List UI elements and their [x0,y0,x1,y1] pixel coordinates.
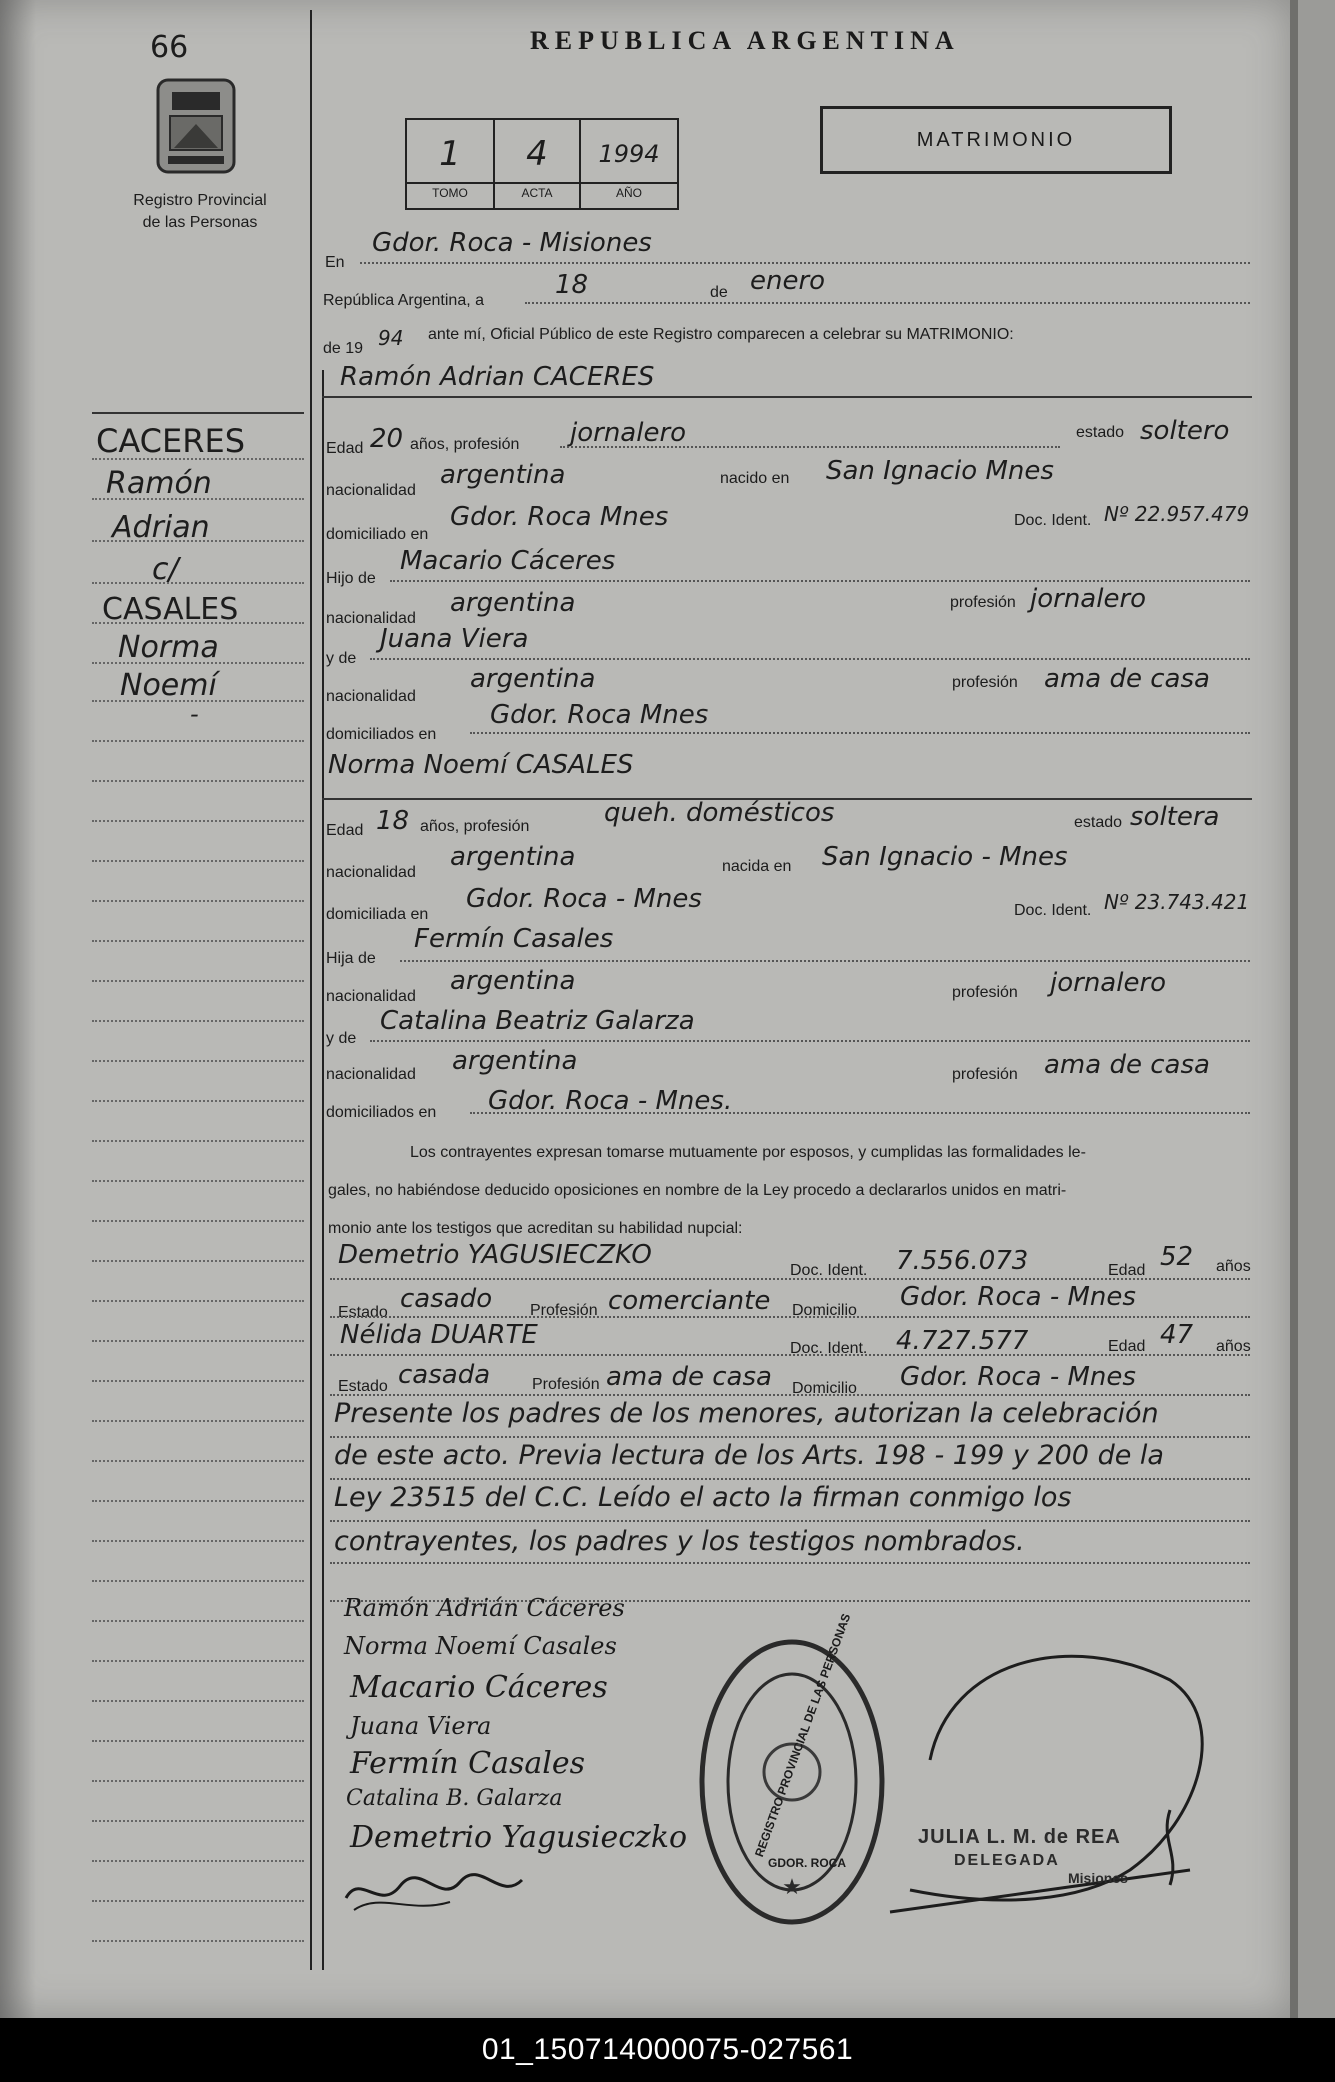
groom-padre-nac-label: nacionalidad [326,610,416,627]
witness-2-estado-label: Estado [338,1378,388,1395]
bride-nacionalidad: argentina [450,842,576,872]
bride-hija-label: Hija de [326,950,376,967]
groom-doc: Nº 22.957.479 [1104,502,1250,526]
signature-witness-1: Demetrio Yagusieczko [350,1820,688,1855]
official-title: DELEGADA [954,1852,1060,1869]
groom-padres-dom-label: domiciliados en [326,726,437,743]
country-title: REPUBLICA ARGENTINA [530,26,960,55]
witness-2-domicilio: Gdor. Roca - Mnes [900,1362,1136,1392]
tomo-value: 1 [439,134,461,174]
witness-2-estado: casada [398,1360,491,1390]
page-number: 66 [150,30,189,65]
groom-y-de-label: y de [326,650,357,667]
groom-madre-nac-label: nacionalidad [326,688,416,705]
intro-en-label: En [325,254,345,271]
groom-nac-label: nacionalidad [326,482,416,499]
official-signature-flourish [870,1640,1230,1920]
witness-2-name: Nélida DUARTE [340,1320,538,1350]
intro-month: enero [750,266,826,296]
witness-2-doc-label: Doc. Ident. [790,1340,868,1357]
witness-2-doc: 4.727.577 [896,1326,1029,1356]
groom-edad: 20 [370,424,404,454]
bride-y-de-label: y de [326,1030,357,1047]
margin-name-2: Ramón [106,466,212,501]
witness-1-edad-label: Edad [1108,1262,1146,1279]
groom-domicilio: Gdor. Roca Mnes [450,502,669,532]
intro-place: Gdor. Roca - Misiones [372,228,652,258]
witness-1-doc-label: Doc. Ident. [790,1262,868,1279]
seal-bottom-text: GDOR. ROCA [768,1856,846,1870]
groom-nacionalidad: argentina [440,460,566,490]
witness-2-edad-label: Edad [1108,1338,1146,1355]
bride-name: Norma Noemí CASALES [328,750,634,780]
intro-year-prefix: de 19 [323,340,364,357]
groom-madre-prof-label: profesión [952,674,1018,691]
intro-republic-label: República Argentina, a [323,292,484,309]
groom-padre: Macario Cáceres [400,546,616,576]
coat-of-arms-icon [150,72,242,180]
bride-dom-label: domiciliada en [326,906,429,923]
bride-nacida-label: nacida en [722,858,792,875]
bride-madre-nac: argentina [452,1046,578,1076]
groom-madre-nac: argentina [470,664,596,694]
margin-name-8: - [190,700,199,728]
bride-edad: 18 [376,806,410,836]
ano-label: AÑO [615,186,642,200]
notes-line-3: Ley 23515 del C.C. Leído el acto la firman conmigo los [334,1482,1072,1513]
bride-anos-prof-label: años, profesión [420,818,530,835]
svg-text:★: ★ [782,1875,802,1900]
groom-padres-dom: Gdor. Roca Mnes [490,700,709,730]
intro-year-suffix: 94 [378,326,404,350]
reference-box [405,118,679,210]
witness-1-profesion: comerciante [608,1286,771,1316]
groom-padre-nac: argentina [450,588,576,618]
signature-groom: Ramón Adrián Cáceres [344,1594,625,1622]
page-binding-shadow [0,0,36,2018]
witness-1-domicilio: Gdor. Roca - Mnes [900,1282,1136,1312]
document-id-footer: 01_150714000075-027561 [0,2018,1335,2082]
groom-dom-label: domiciliado en [326,526,429,543]
signature-bride-father: Fermín Casales [350,1746,586,1781]
groom-hijo-label: Hijo de [326,570,376,587]
official-name: JULIA L. M. de REA [918,1826,1121,1848]
witness-1-doc: 7.556.073 [896,1246,1029,1276]
groom-nacido-label: nacido en [720,470,790,487]
signature-groom-mother: Juana Viera [350,1712,492,1740]
groom-nacido: San Ignacio Mnes [826,456,1054,486]
margin-name-5: CASALES [102,592,239,627]
declaration-line-2: gales, no habiéndose deducido oposiciones en nombre de la Ley procedo a declararlos unidos en matri- [328,1182,1067,1199]
acta-label: ACTA [521,186,553,200]
groom-padre-prof: jornalero [1030,584,1147,614]
witness-2-profesion: ama de casa [606,1362,772,1392]
acta-value: 4 [526,134,548,174]
witness-1-edad: 52 [1160,1242,1194,1272]
bride-nacida: San Ignacio - Mnes [822,842,1068,872]
margin-name-3: Adrian [112,510,210,545]
witness-2-edad: 47 [1160,1320,1194,1350]
witness-1-dom-label: Domicilio [792,1302,857,1319]
witness-1-name: Demetrio YAGUSIECZKO [338,1240,652,1270]
groom-profesion: jornalero [570,418,687,448]
column-divider-left [310,10,312,1970]
tomo-label: TOMO [432,186,468,200]
bride-madre: Catalina Beatriz Galarza [380,1006,695,1036]
signature-bride: Norma Noemí Casales [344,1632,617,1660]
notes-line-2: de este acto. Previa lectura de los Arts. 198 - 199 y 200 de la [334,1440,1164,1471]
notes-line-1: Presente los padres de los menores, autorizan la celebración [334,1398,1159,1429]
bride-doc: Nº 23.743.421 [1104,890,1250,914]
ano-value: 1994 [598,140,660,168]
signature-groom-father: Macario Cáceres [350,1670,608,1705]
groom-padre-prof-label: profesión [950,594,1016,611]
registry-name-line1: Registro Provincial [133,192,267,209]
groom-estado-label: estado [1076,424,1125,441]
bride-padres-dom-label: domiciliados en [326,1104,437,1121]
margin-name-1: CACERES [96,422,245,460]
bride-profesion: queh. domésticos [604,798,835,828]
notes-line-4: contrayentes, los padres y los testigos nombrados. [334,1526,1025,1557]
bride-domicilio: Gdor. Roca - Mnes [466,884,702,914]
bride-padre-prof: jornalero [1050,968,1167,998]
witness-2-dom-label: Domicilio [792,1380,857,1397]
groom-name: Ramón Adrian CACERES [340,362,655,392]
signature-bride-mother: Catalina B. Galarza [346,1786,563,1811]
groom-madre: Juana Viera [380,624,529,654]
witness-2-prof-label: Profesión [532,1376,600,1393]
groom-edad-label: Edad [326,440,364,457]
bride-estado-label: estado [1074,814,1123,831]
act-type-box: MATRIMONIO [820,106,1172,174]
witness-1-estado: casado [400,1284,493,1314]
witness-1-prof-label: Profesión [530,1302,598,1319]
bride-padre-nac: argentina [450,966,576,996]
intro-de-label: de [710,284,728,301]
bride-edad-label: Edad [326,822,364,839]
witness-2-anos-label: años [1216,1338,1251,1355]
margin-name-4: c/ [152,552,179,587]
bride-padre: Fermín Casales [414,924,614,954]
declaration-line-1: Los contrayentes expresan tomarse mutuamente por esposos, y cumplidas las formalidades le- [410,1144,1086,1161]
margin-name-7: Noemí [120,668,217,703]
groom-doc-label: Doc. Ident. [1014,512,1092,529]
groom-anos-prof-label: años, profesión [410,436,520,453]
groom-madre-prof: ama de casa [1044,664,1210,694]
bride-padre-nac-label: nacionalidad [326,988,416,1005]
registry-name-line2: de las Personas [142,214,258,231]
seal-ring-text: REGISTRO PROVINCIAL DE LAS PERSONAS [752,1611,854,1859]
intro-statement: ante mí, Oficial Público de este Registro comparecen a celebrar su MATRIMONIO: [428,326,1014,343]
column-divider-inner [322,370,324,1970]
signature-witness-2-scrawl [340,1862,530,1918]
bride-estado: soltera [1130,802,1220,832]
bride-padre-prof-label: profesión [952,984,1018,1001]
bride-padres-dom: Gdor. Roca - Mnes. [488,1086,733,1116]
witness-1-anos-label: años [1216,1258,1251,1275]
bride-madre-prof-label: profesión [952,1066,1018,1083]
bride-doc-label: Doc. Ident. [1014,902,1092,919]
intro-day: 18 [555,270,589,300]
bride-nac-label: nacionalidad [326,864,416,881]
official-place: Misiones [1068,1870,1128,1886]
margin-name-6: Norma [118,630,219,665]
declaration-line-3: monio ante los testigos que acreditan su habilidad nupcial: [328,1220,743,1237]
bride-madre-nac-label: nacionalidad [326,1066,416,1083]
groom-estado: soltero [1140,416,1230,446]
bride-madre-prof: ama de casa [1044,1050,1210,1080]
witness-1-estado-label: Estado [338,1304,388,1321]
